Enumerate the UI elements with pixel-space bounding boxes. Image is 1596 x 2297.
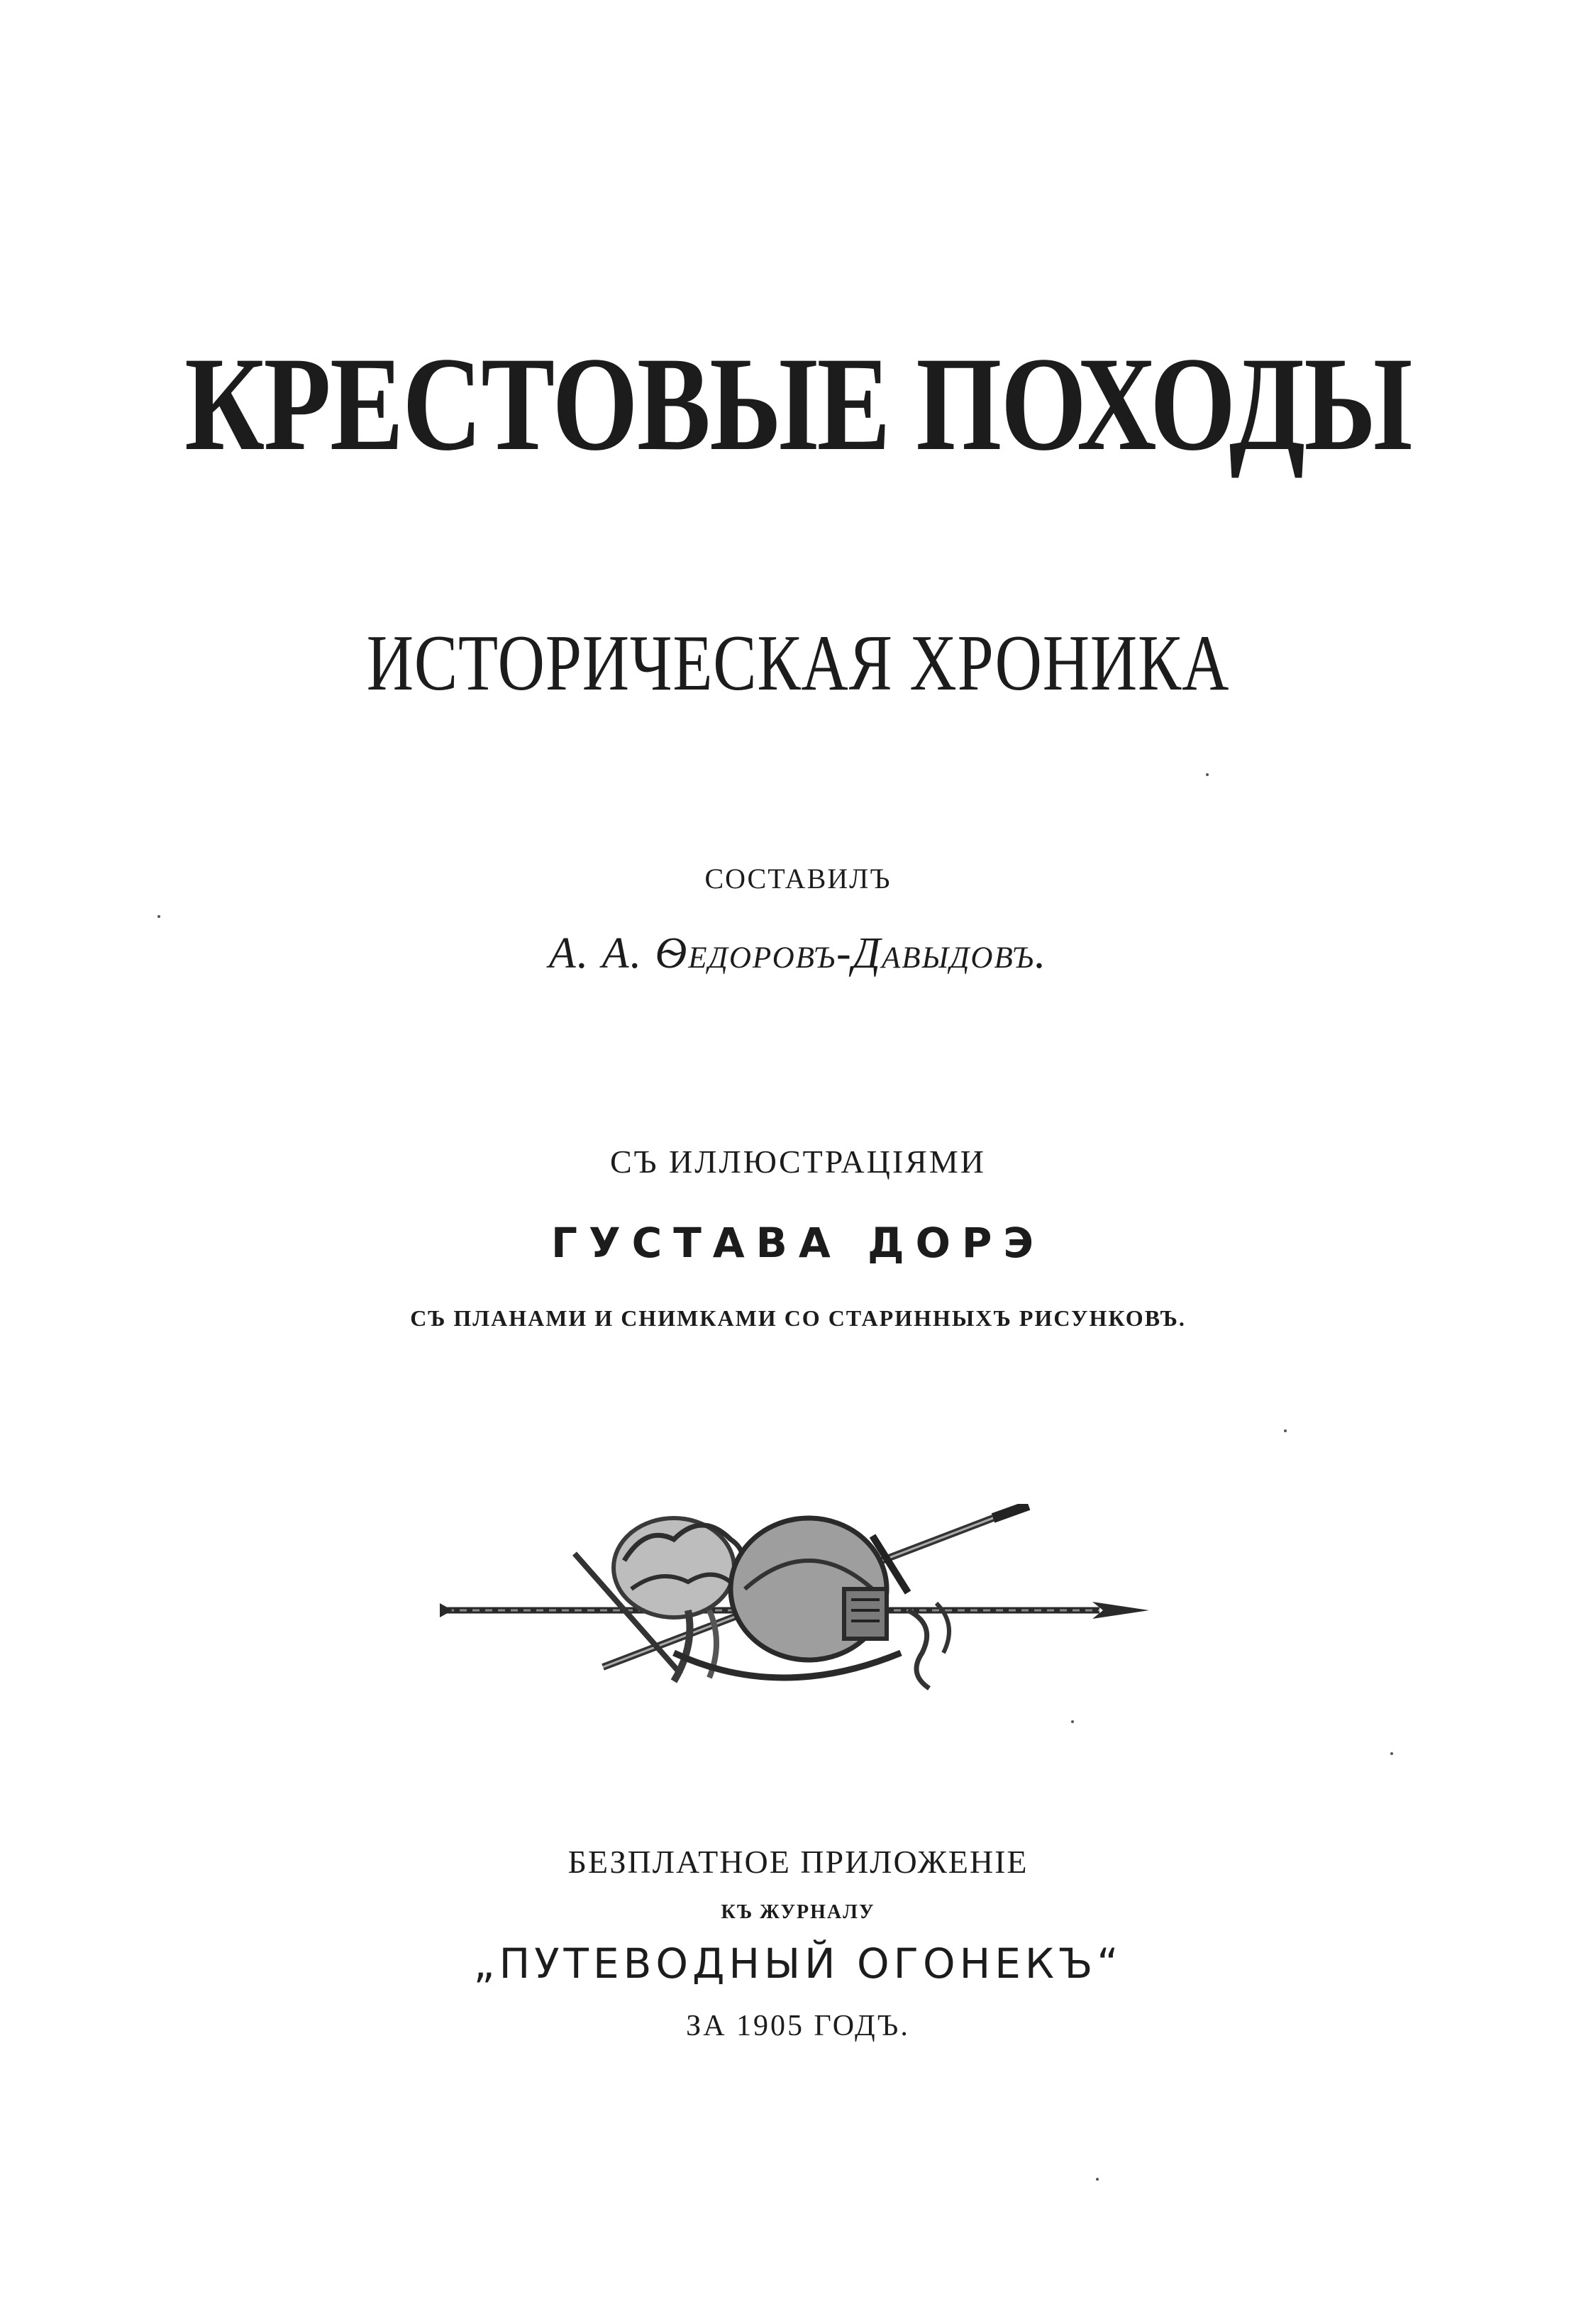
compiled-by-label: СОСТАВИЛЪ [704,863,892,895]
armor-trophy-icon [440,1504,1156,1703]
to-journal-label: КЪ ЖУРНАЛУ [721,1901,875,1923]
journal-name: „ПУТЕВОДНЫЙ ОГОНЕКЪ“ [473,1939,1123,1988]
scan-speck [1206,773,1209,776]
author-name: А. А. Ѳедоровъ-Давыдовъ. [548,929,1048,978]
year-line: ЗА 1905 ГОДЪ. [686,2010,910,2042]
illustrations-intro: СЪ ИЛЛЮСТРАЦІЯМИ [610,1144,986,1180]
scan-speck [1096,2178,1099,2181]
book-title: КРЕСТОВЫЕ ПОХОДЫ [184,330,1412,479]
plans-note: СЪ ПЛАНАМИ И СНИМКАМИ СО СТАРИННЫХЪ РИСУНКОВЪ. [410,1305,1186,1331]
scan-speck [1284,1429,1287,1432]
book-subtitle: ИСТОРИЧЕСКАЯ ХРОНИКА [366,619,1230,707]
scan-speck [157,915,160,918]
supplement-label: БЕЗПЛАТНОЕ ПРИЛОЖЕНІЕ [567,1844,1029,1880]
scan-speck [1390,1752,1393,1755]
illustrator-name: ГУСТАВА ДОРЭ [550,1219,1046,1267]
scan-speck [1071,1720,1074,1723]
